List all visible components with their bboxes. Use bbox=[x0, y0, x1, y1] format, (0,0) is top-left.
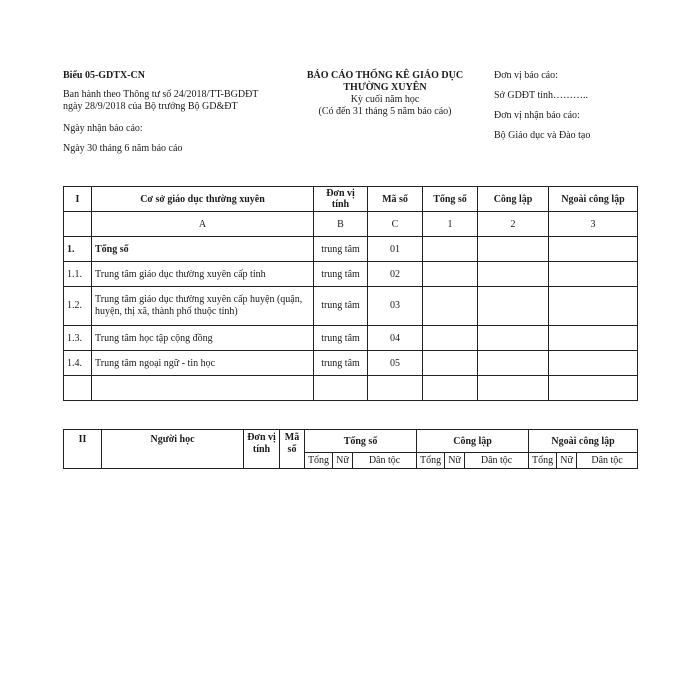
letter-blank bbox=[64, 212, 92, 237]
row-total-cell[interactable] bbox=[423, 262, 478, 287]
sub-total-female: Nữ bbox=[333, 453, 353, 469]
table-header-row bbox=[64, 430, 638, 453]
row-unit: trung tâm bbox=[314, 326, 368, 351]
row-public-cell[interactable] bbox=[478, 262, 549, 287]
row-unit: trung tâm bbox=[314, 287, 368, 326]
receiving-unit-value: Bộ Giáo dục và Đào tạo bbox=[494, 130, 591, 141]
col-nonpublic-header: Ngoài công lập bbox=[549, 187, 638, 212]
report-title-line-2: THƯỜNG XUYÊN bbox=[343, 82, 427, 93]
report-period: Kỳ cuối năm học bbox=[350, 94, 420, 105]
row-public-cell[interactable] bbox=[478, 326, 549, 351]
row-total-cell[interactable] bbox=[423, 287, 478, 326]
col-index-header: II bbox=[64, 430, 102, 469]
col-name-header: Người học bbox=[102, 430, 244, 469]
empty-cell[interactable] bbox=[549, 376, 638, 401]
col-unit-header: Đơn vị tính bbox=[314, 187, 368, 212]
learners-table bbox=[63, 429, 638, 469]
table-row bbox=[64, 237, 638, 262]
row-index: 1. bbox=[64, 237, 92, 262]
col-total-header: Tổng số bbox=[423, 187, 478, 212]
sub-public-ethnic: Dân tộc bbox=[465, 453, 529, 469]
issued-line-2: ngày 28/9/2018 của Bộ trưởng Bộ GD&ĐT bbox=[63, 101, 238, 112]
row-nonpublic-cell[interactable] bbox=[549, 287, 638, 326]
col-name-header: Cơ sở giáo dục thường xuyên bbox=[92, 187, 314, 212]
report-title-line-1: BÁO CÁO THỐNG KÊ GIÁO DỤC bbox=[306, 70, 464, 81]
row-code: 02 bbox=[368, 262, 423, 287]
empty-cell bbox=[368, 376, 423, 401]
sub-public-total: Tổng bbox=[417, 453, 445, 469]
sub-nonpublic-ethnic: Dân tộc bbox=[577, 453, 638, 469]
issued-line-1: Ban hành theo Thông tư số 24/2018/TT-BGDĐT bbox=[63, 89, 259, 100]
row-name: Trung tâm giáo dục thường xuyên cấp huyện (quận, huyện, thị xã, thành phố thuộc tỉnh) bbox=[92, 287, 314, 326]
empty-cell[interactable] bbox=[478, 376, 549, 401]
row-unit: trung tâm bbox=[314, 351, 368, 376]
sub-public-female: Nữ bbox=[445, 453, 465, 469]
row-name: Trung tâm ngoại ngữ - tin học bbox=[92, 351, 314, 376]
row-unit: trung tâm bbox=[314, 262, 368, 287]
letter-public: 2 bbox=[478, 212, 549, 237]
row-nonpublic-cell[interactable] bbox=[549, 351, 638, 376]
sub-total-total: Tổng bbox=[305, 453, 333, 469]
col-unit-header: Đơn vị tính bbox=[244, 430, 280, 469]
row-name: Tổng số bbox=[92, 237, 314, 262]
col-code-header: Mã số bbox=[280, 430, 305, 469]
row-index: 1.3. bbox=[64, 326, 92, 351]
receiving-unit-label: Đơn vị nhận báo cáo: bbox=[494, 110, 580, 121]
letter-nonpublic: 3 bbox=[549, 212, 638, 237]
col-total-header: Tổng số bbox=[305, 430, 417, 453]
row-public-cell[interactable] bbox=[478, 237, 549, 262]
row-name: Trung tâm giáo dục thường xuyên cấp tỉnh bbox=[92, 262, 314, 287]
report-period-note: (Có đến 31 tháng 5 năm báo cáo) bbox=[318, 106, 452, 117]
col-code-header: Mã số bbox=[368, 187, 423, 212]
row-index: 1.1. bbox=[64, 262, 92, 287]
letter-total: 1 bbox=[423, 212, 478, 237]
sub-nonpublic-total: Tổng bbox=[529, 453, 557, 469]
facilities-table bbox=[63, 186, 638, 401]
empty-cell bbox=[64, 376, 92, 401]
letter-code: C bbox=[368, 212, 423, 237]
row-public-cell[interactable] bbox=[478, 351, 549, 376]
row-total-cell[interactable] bbox=[423, 326, 478, 351]
row-nonpublic-cell[interactable] bbox=[549, 326, 638, 351]
table-row bbox=[64, 351, 638, 376]
row-code: 04 bbox=[368, 326, 423, 351]
col-index-header: I bbox=[64, 187, 92, 212]
column-letter-row bbox=[64, 212, 638, 237]
row-public-cell[interactable] bbox=[478, 287, 549, 326]
row-name: Trung tâm học tập cộng đồng bbox=[92, 326, 314, 351]
table-header-row bbox=[64, 187, 638, 212]
form-code: Biểu 05-GDTX-CN bbox=[63, 70, 145, 81]
sub-total-ethnic: Dân tộc bbox=[353, 453, 417, 469]
col-public-header: Công lập bbox=[478, 187, 549, 212]
row-nonpublic-cell[interactable] bbox=[549, 237, 638, 262]
col-nonpublic-header: Ngoài công lập bbox=[529, 430, 638, 453]
empty-row bbox=[64, 376, 638, 401]
report-title-block bbox=[290, 70, 480, 118]
row-code: 01 bbox=[368, 237, 423, 262]
row-total-cell[interactable] bbox=[423, 351, 478, 376]
reporting-unit-value: Sở GDĐT tỉnh……….. bbox=[494, 90, 588, 101]
col-public-header: Công lập bbox=[417, 430, 529, 453]
row-code: 05 bbox=[368, 351, 423, 376]
empty-cell bbox=[92, 376, 314, 401]
empty-cell bbox=[314, 376, 368, 401]
row-unit: trung tâm bbox=[314, 237, 368, 262]
row-total-cell[interactable] bbox=[423, 237, 478, 262]
reporting-unit-label: Đơn vị báo cáo: bbox=[494, 70, 558, 81]
row-code: 03 bbox=[368, 287, 423, 326]
letter-name: A bbox=[92, 212, 314, 237]
received-date-value: Ngày 30 tháng 6 năm báo cáo bbox=[63, 143, 183, 154]
sub-nonpublic-female: Nữ bbox=[557, 453, 577, 469]
row-index: 1.4. bbox=[64, 351, 92, 376]
table-row bbox=[64, 262, 638, 287]
table-row bbox=[64, 287, 638, 326]
letter-unit: B bbox=[314, 212, 368, 237]
table-row bbox=[64, 326, 638, 351]
empty-cell[interactable] bbox=[423, 376, 478, 401]
received-date-label: Ngày nhận báo cáo: bbox=[63, 123, 143, 134]
row-nonpublic-cell[interactable] bbox=[549, 262, 638, 287]
row-index: 1.2. bbox=[64, 287, 92, 326]
